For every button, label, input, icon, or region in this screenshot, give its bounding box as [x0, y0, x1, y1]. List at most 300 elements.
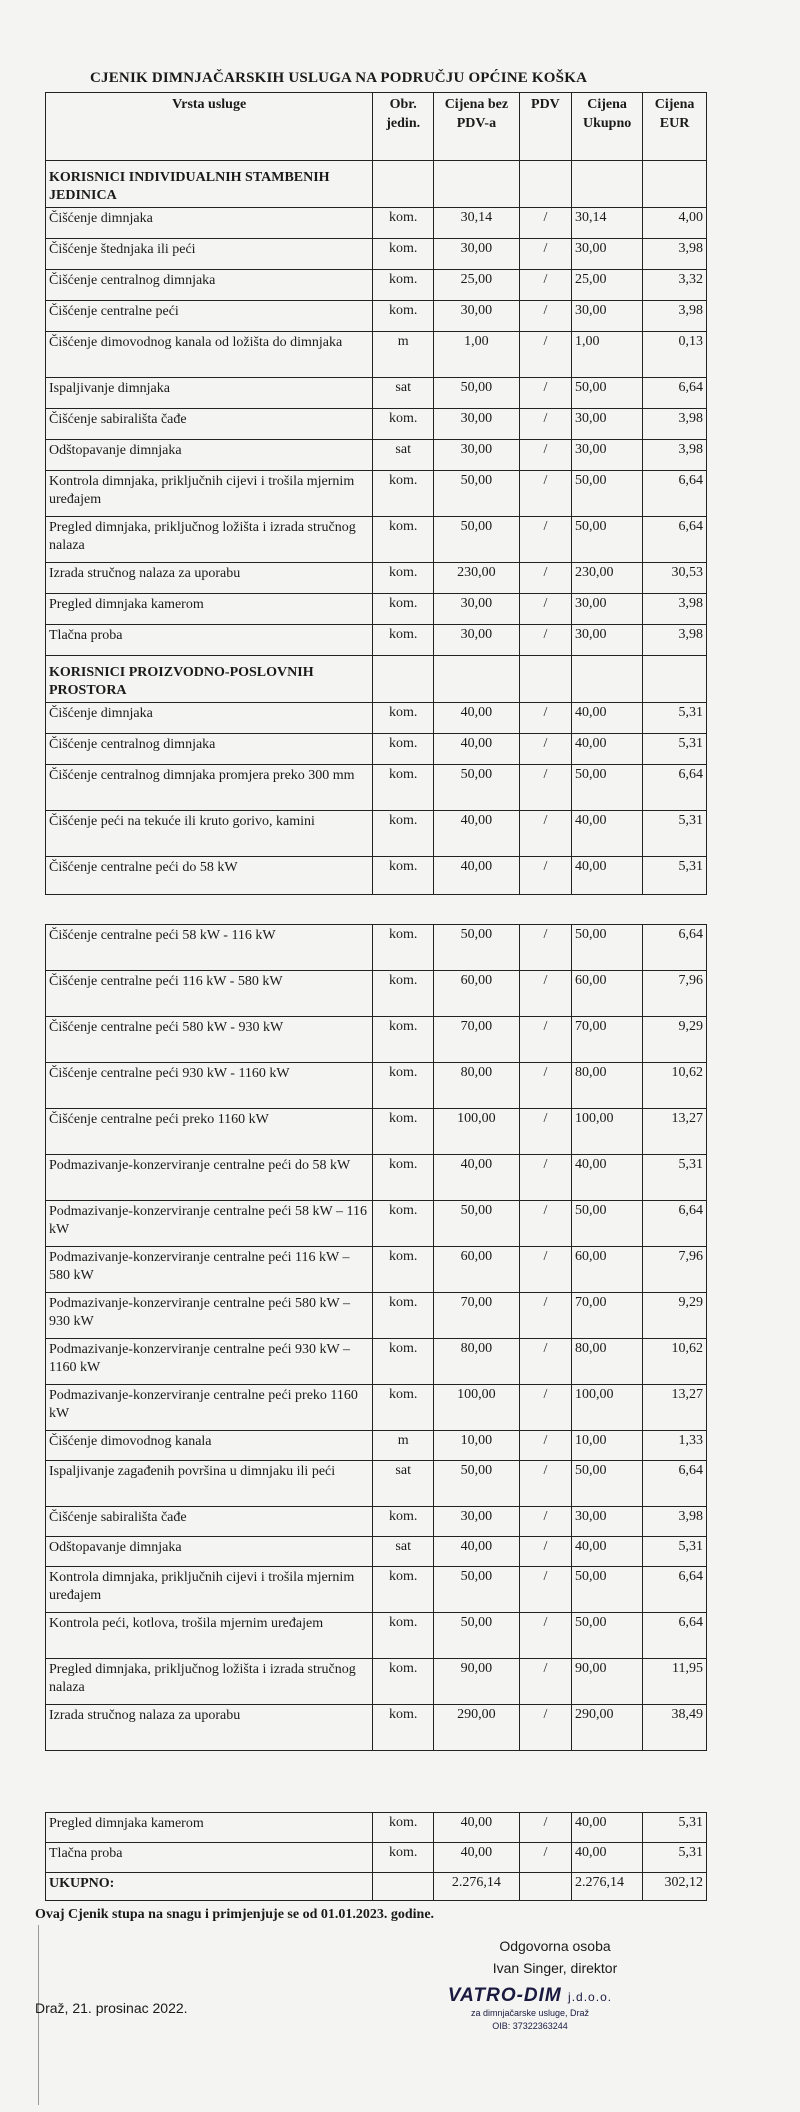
cell-price-total: 30,00	[572, 409, 643, 440]
table-row	[46, 625, 707, 656]
cell-price-eur: 13,27	[643, 1385, 707, 1431]
cell-price-eur: 4,00	[643, 208, 707, 239]
cell-price-no-vat: 1,00	[434, 332, 520, 378]
table-row	[46, 971, 707, 1017]
cell-price-total: 30,00	[572, 301, 643, 332]
cell-vat: /	[519, 1155, 571, 1201]
cell-price-total: 50,00	[572, 1461, 643, 1507]
cell-unit: kom.	[373, 703, 434, 734]
cell-price-eur: 10,62	[643, 1339, 707, 1385]
cell-unit: kom.	[373, 1293, 434, 1339]
cell-price-total: 290,00	[572, 1705, 643, 1751]
cell-price-eur: 3,98	[643, 440, 707, 471]
cell-price-eur: 11,95	[643, 1659, 707, 1705]
cell-price-eur: 3,98	[643, 625, 707, 656]
table-row	[46, 1705, 707, 1751]
cell-service: Podmazivanje-konzerviranje centralne peći preko 1160 kW	[46, 1385, 373, 1431]
cell-vat: /	[519, 332, 571, 378]
cell-vat: /	[519, 208, 571, 239]
signature-block	[420, 1935, 650, 1979]
table-row	[46, 1247, 707, 1293]
cell-price-eur: 5,31	[643, 1843, 707, 1873]
cell-service: Tlačna proba	[46, 1843, 373, 1873]
cell-unit: sat	[373, 1537, 434, 1567]
table-row	[46, 734, 707, 765]
cell-price-eur: 9,29	[643, 1017, 707, 1063]
cell-unit: kom.	[373, 1063, 434, 1109]
cell-service: Izrada stručnog nalaza za uporabu	[46, 563, 373, 594]
cell-service: Pregled dimnjaka, priključnog ložišta i izrada stručnog nalaza	[46, 517, 373, 563]
cell-unit: kom.	[373, 1155, 434, 1201]
cell-unit: kom.	[373, 1385, 434, 1431]
cell-service: Pregled dimnjaka kamerom	[46, 1813, 373, 1843]
cell-price-eur: 6,64	[643, 765, 707, 811]
cell-unit: kom.	[373, 1201, 434, 1247]
cell-price-total: 1,00	[572, 332, 643, 378]
cell-vat: /	[519, 971, 571, 1017]
table-row	[46, 1293, 707, 1339]
section-title-business: KORISNICI PROIZVODNO-POSLOVNIH PROSTORA	[46, 656, 373, 703]
cell-price-eur: 6,64	[643, 517, 707, 563]
cell-price-no-vat: 50,00	[434, 378, 520, 409]
cell-vat: /	[519, 1813, 571, 1843]
cell-service: Čišćenje centralne peći 116 kW - 580 kW	[46, 971, 373, 1017]
cell-unit: kom.	[373, 517, 434, 563]
table-row	[46, 925, 707, 971]
cell-price-no-vat: 40,00	[434, 734, 520, 765]
place-and-date: Draž, 21. prosinac 2022.	[35, 2000, 188, 2016]
cell-price-eur: 0,13	[643, 332, 707, 378]
cell-price-no-vat: 10,00	[434, 1431, 520, 1461]
cell-price-eur: 3,98	[643, 594, 707, 625]
cell-vat: /	[519, 1659, 571, 1705]
cell-price-no-vat: 30,00	[434, 239, 520, 270]
cell-service: Pregled dimnjaka kamerom	[46, 594, 373, 625]
cell-unit: kom.	[373, 301, 434, 332]
table-row	[46, 1567, 707, 1613]
cell-unit: kom.	[373, 1843, 434, 1873]
cell-price-eur: 6,64	[643, 1613, 707, 1659]
cell-price-no-vat: 50,00	[434, 1613, 520, 1659]
cell-price-no-vat: 70,00	[434, 1017, 520, 1063]
cell-price-total: 50,00	[572, 1567, 643, 1613]
cell-service: Čišćenje sabirališta čađe	[46, 409, 373, 440]
table-row	[46, 440, 707, 471]
header-unit: Obr. jedin.	[373, 93, 434, 161]
cell-price-eur: 13,27	[643, 1109, 707, 1155]
cell-service: Čišćenje dimovodnog kanala od ložišta do dimnjaka	[46, 332, 373, 378]
cell-price-eur: 3,98	[643, 301, 707, 332]
cell-vat: /	[519, 1613, 571, 1659]
header-service: Vrsta usluge	[46, 93, 373, 161]
company-stamp	[430, 1985, 630, 2033]
cell-price-total: 40,00	[572, 1813, 643, 1843]
empty-cell	[519, 1873, 571, 1901]
cell-price-eur: 9,29	[643, 1293, 707, 1339]
cell-vat: /	[519, 811, 571, 857]
cell-price-no-vat: 70,00	[434, 1293, 520, 1339]
cell-service: Čišćenje peći na tekuće ili kruto gorivo, kamini	[46, 811, 373, 857]
cell-price-eur: 6,64	[643, 471, 707, 517]
cell-service: Čišćenje centralnog dimnjaka	[46, 270, 373, 301]
cell-price-total: 25,00	[572, 270, 643, 301]
cell-vat: /	[519, 1063, 571, 1109]
table-row	[46, 1843, 707, 1873]
cell-price-no-vat: 30,00	[434, 440, 520, 471]
cell-price-total: 230,00	[572, 563, 643, 594]
cell-price-no-vat: 40,00	[434, 703, 520, 734]
table-row	[46, 1613, 707, 1659]
total-label: UKUPNO:	[46, 1873, 373, 1901]
cell-service: Tlačna proba	[46, 625, 373, 656]
cell-price-eur: 5,31	[643, 734, 707, 765]
cell-vat: /	[519, 857, 571, 895]
cell-unit: kom.	[373, 1507, 434, 1537]
cell-price-eur: 3,98	[643, 1507, 707, 1537]
cell-unit: kom.	[373, 239, 434, 270]
table-row	[46, 765, 707, 811]
cell-price-no-vat: 60,00	[434, 1247, 520, 1293]
cell-unit: kom.	[373, 734, 434, 765]
cell-vat: /	[519, 563, 571, 594]
cell-price-eur: 38,49	[643, 1705, 707, 1751]
cell-unit: sat	[373, 1461, 434, 1507]
cell-vat: /	[519, 1431, 571, 1461]
cell-vat: /	[519, 517, 571, 563]
cell-service: Čišćenje centralne peći	[46, 301, 373, 332]
cell-service: Čišćenje centralnog dimnjaka	[46, 734, 373, 765]
price-table-part-2	[45, 924, 707, 1751]
cell-unit: kom.	[373, 563, 434, 594]
cell-price-eur: 6,64	[643, 1567, 707, 1613]
table-row	[46, 471, 707, 517]
cell-price-no-vat: 40,00	[434, 811, 520, 857]
empty-cell	[373, 1873, 434, 1901]
cell-price-total: 40,00	[572, 1843, 643, 1873]
cell-price-total: 70,00	[572, 1017, 643, 1063]
table-row	[46, 563, 707, 594]
cell-unit: kom.	[373, 857, 434, 895]
stamp-company: VATRO-DIM	[447, 1985, 562, 2006]
table-row	[46, 1017, 707, 1063]
header-vat: PDV	[519, 93, 571, 161]
table-row	[46, 1339, 707, 1385]
table-row	[46, 1537, 707, 1567]
price-table-part-3	[45, 1812, 707, 1901]
cell-price-no-vat: 100,00	[434, 1385, 520, 1431]
cell-price-total: 30,00	[572, 594, 643, 625]
section-row-business	[46, 656, 707, 703]
cell-price-no-vat: 50,00	[434, 925, 520, 971]
cell-vat: /	[519, 1461, 571, 1507]
total-price-eur: 302,12	[643, 1873, 707, 1901]
table-row	[46, 239, 707, 270]
cell-price-total: 50,00	[572, 471, 643, 517]
cell-price-no-vat: 40,00	[434, 1843, 520, 1873]
table-row	[46, 517, 707, 563]
cell-price-total: 40,00	[572, 811, 643, 857]
cell-vat: /	[519, 625, 571, 656]
cell-service: Odštopavanje dimnjaka	[46, 440, 373, 471]
price-table-part-1	[45, 92, 707, 895]
cell-service: Čišćenje centralnog dimnjaka promjera preko 300 mm	[46, 765, 373, 811]
header-price-total: Cijena Ukupno	[572, 93, 643, 161]
cell-vat: /	[519, 594, 571, 625]
table-row	[46, 1431, 707, 1461]
empty-cell	[434, 656, 520, 703]
cell-price-eur: 30,53	[643, 563, 707, 594]
total-row	[46, 1873, 707, 1901]
cell-vat: /	[519, 378, 571, 409]
cell-unit: kom.	[373, 594, 434, 625]
cell-vat: /	[519, 471, 571, 517]
cell-price-total: 30,14	[572, 208, 643, 239]
cell-vat: /	[519, 703, 571, 734]
cell-unit: m	[373, 332, 434, 378]
table-row	[46, 1385, 707, 1431]
cell-vat: /	[519, 1567, 571, 1613]
empty-cell	[373, 656, 434, 703]
cell-price-total: 10,00	[572, 1431, 643, 1461]
cell-unit: m	[373, 1431, 434, 1461]
table-row	[46, 811, 707, 857]
table-row	[46, 270, 707, 301]
cell-service: Podmazivanje-konzerviranje centralne peći 116 kW – 580 kW	[46, 1247, 373, 1293]
cell-service: Kontrola dimnjaka, priključnih cijevi i trošila mjernim uređajem	[46, 1567, 373, 1613]
cell-vat: /	[519, 270, 571, 301]
cell-unit: kom.	[373, 208, 434, 239]
cell-price-total: 90,00	[572, 1659, 643, 1705]
cell-price-no-vat: 50,00	[434, 1201, 520, 1247]
cell-unit: kom.	[373, 1705, 434, 1751]
cell-price-no-vat: 50,00	[434, 517, 520, 563]
cell-vat: /	[519, 1843, 571, 1873]
cell-price-total: 30,00	[572, 625, 643, 656]
cell-unit: kom.	[373, 1567, 434, 1613]
table-row	[46, 301, 707, 332]
cell-vat: /	[519, 765, 571, 811]
cell-service: Čišćenje centralne peći 58 kW - 116 kW	[46, 925, 373, 971]
section-title-individual: KORISNICI INDIVIDUALNIH STAMBENIH JEDINICA	[46, 161, 373, 208]
cell-price-no-vat: 40,00	[434, 1813, 520, 1843]
table-row	[46, 1813, 707, 1843]
cell-price-eur: 6,64	[643, 1461, 707, 1507]
validity-note: Ovaj Cjenik stupa na snagu i primjenjuje se od 01.01.2023. godine.	[35, 1907, 435, 1922]
cell-price-total: 50,00	[572, 1613, 643, 1659]
table-row	[46, 857, 707, 895]
cell-price-total: 40,00	[572, 703, 643, 734]
cell-unit: kom.	[373, 811, 434, 857]
table-row	[46, 1461, 707, 1507]
stamp-company-suffix: j.d.o.o.	[568, 1990, 613, 2004]
cell-service: Čišćenje centralne peći do 58 kW	[46, 857, 373, 895]
table-row	[46, 208, 707, 239]
cell-price-eur: 5,31	[643, 811, 707, 857]
cell-service: Čišćenje centralne peći 580 kW - 930 kW	[46, 1017, 373, 1063]
cell-price-no-vat: 30,14	[434, 208, 520, 239]
cell-vat: /	[519, 1385, 571, 1431]
cell-price-no-vat: 50,00	[434, 1567, 520, 1613]
cell-service: Podmazivanje-konzerviranje centralne peći do 58 kW	[46, 1155, 373, 1201]
cell-price-eur: 5,31	[643, 1155, 707, 1201]
table-row	[46, 1109, 707, 1155]
cell-vat: /	[519, 1339, 571, 1385]
cell-service: Čišćenje štednjaka ili peći	[46, 239, 373, 270]
cell-unit: sat	[373, 378, 434, 409]
cell-price-total: 50,00	[572, 925, 643, 971]
cell-service: Čišćenje dimovodnog kanala	[46, 1431, 373, 1461]
cell-unit: kom.	[373, 270, 434, 301]
cell-price-total: 50,00	[572, 1201, 643, 1247]
cell-vat: /	[519, 1017, 571, 1063]
cell-price-eur: 7,96	[643, 971, 707, 1017]
cell-price-total: 80,00	[572, 1063, 643, 1109]
cell-price-eur: 3,32	[643, 270, 707, 301]
cell-unit: kom.	[373, 1659, 434, 1705]
stamp-oib: OIB: 37322363244	[492, 2021, 568, 2031]
cell-service: Ispaljivanje zagađenih površina u dimnjaku ili peći	[46, 1461, 373, 1507]
cell-price-total: 40,00	[572, 734, 643, 765]
cell-vat: /	[519, 1109, 571, 1155]
cell-service: Pregled dimnjaka, priključnog ložišta i izrada stručnog nalaza	[46, 1659, 373, 1705]
cell-price-total: 50,00	[572, 765, 643, 811]
cell-price-eur: 3,98	[643, 239, 707, 270]
header-price-eur: Cijena EUR	[643, 93, 707, 161]
cell-vat: /	[519, 734, 571, 765]
table-row	[46, 1507, 707, 1537]
table-row	[46, 332, 707, 378]
cell-unit: kom.	[373, 409, 434, 440]
cell-vat: /	[519, 440, 571, 471]
cell-price-no-vat: 80,00	[434, 1063, 520, 1109]
cell-price-no-vat: 290,00	[434, 1705, 520, 1751]
cell-price-total: 100,00	[572, 1109, 643, 1155]
cell-price-eur: 3,98	[643, 409, 707, 440]
cell-service: Kontrola peći, kotlova, trošila mjernim uređajem	[46, 1613, 373, 1659]
cell-price-eur: 1,33	[643, 1431, 707, 1461]
cell-price-no-vat: 60,00	[434, 971, 520, 1017]
cell-price-no-vat: 230,00	[434, 563, 520, 594]
cell-vat: /	[519, 1537, 571, 1567]
cell-price-total: 60,00	[572, 971, 643, 1017]
cell-price-no-vat: 50,00	[434, 1461, 520, 1507]
cell-vat: /	[519, 1247, 571, 1293]
empty-cell	[643, 656, 707, 703]
cell-vat: /	[519, 925, 571, 971]
cell-price-total: 60,00	[572, 1247, 643, 1293]
cell-unit: kom.	[373, 1109, 434, 1155]
cell-unit: kom.	[373, 1017, 434, 1063]
cell-unit: kom.	[373, 1813, 434, 1843]
cell-price-total: 30,00	[572, 1507, 643, 1537]
cell-service: Kontrola dimnjaka, priključnih cijevi i trošila mjernim uređajem	[46, 471, 373, 517]
cell-service: Podmazivanje-konzerviranje centralne peći 580 kW – 930 kW	[46, 1293, 373, 1339]
cell-price-total: 40,00	[572, 1537, 643, 1567]
cell-price-no-vat: 40,00	[434, 1537, 520, 1567]
cell-price-total: 40,00	[572, 1155, 643, 1201]
cell-price-total: 70,00	[572, 1293, 643, 1339]
section-row-individual	[46, 161, 707, 208]
stamp-company-name	[430, 1985, 630, 2007]
cell-service: Izrada stručnog nalaza za uporabu	[46, 1705, 373, 1751]
table-row	[46, 409, 707, 440]
cell-unit: kom.	[373, 1247, 434, 1293]
table-header-row	[46, 93, 707, 161]
cell-price-total: 50,00	[572, 378, 643, 409]
cell-price-eur: 5,31	[643, 857, 707, 895]
cell-price-total: 40,00	[572, 857, 643, 895]
table-row	[46, 703, 707, 734]
table-row	[46, 1063, 707, 1109]
cell-unit: kom.	[373, 925, 434, 971]
header-price-no-vat: Cijena bez PDV-a	[434, 93, 520, 161]
page-title: CJENIK DIMNJAČARSKIH USLUGA NA PODRUČJU OPĆINE KOŠKA	[90, 70, 588, 86]
cell-price-eur: 6,64	[643, 925, 707, 971]
cell-price-no-vat: 30,00	[434, 409, 520, 440]
cell-vat: /	[519, 239, 571, 270]
signature-name: Ivan Singer, direktor	[492, 1960, 618, 1976]
cell-unit: kom.	[373, 625, 434, 656]
cell-price-total: 30,00	[572, 440, 643, 471]
table-row	[46, 378, 707, 409]
table-row	[46, 1155, 707, 1201]
cell-price-total: 50,00	[572, 517, 643, 563]
cell-unit: sat	[373, 440, 434, 471]
stamp-company-desc: za dimnjačarske usluge, Draž	[470, 2008, 590, 2018]
cell-unit: kom.	[373, 971, 434, 1017]
cell-vat: /	[519, 301, 571, 332]
cell-price-total: 100,00	[572, 1385, 643, 1431]
cell-price-eur: 10,62	[643, 1063, 707, 1109]
cell-price-no-vat: 50,00	[434, 765, 520, 811]
cell-price-total: 80,00	[572, 1339, 643, 1385]
cell-vat: /	[519, 1705, 571, 1751]
cell-service: Čišćenje centralne peći 930 kW - 1160 kW	[46, 1063, 373, 1109]
cell-price-eur: 5,31	[643, 703, 707, 734]
cell-price-no-vat: 90,00	[434, 1659, 520, 1705]
cell-service: Čišćenje sabirališta čađe	[46, 1507, 373, 1537]
cell-price-no-vat: 30,00	[434, 1507, 520, 1537]
cell-price-no-vat: 80,00	[434, 1339, 520, 1385]
total-price-total: 2.276,14	[572, 1873, 643, 1901]
cell-vat: /	[519, 409, 571, 440]
table-row	[46, 1201, 707, 1247]
empty-cell	[572, 656, 643, 703]
table-row	[46, 594, 707, 625]
total-price-no-vat: 2.276,14	[434, 1873, 520, 1901]
cell-unit: kom.	[373, 1339, 434, 1385]
cell-service: Čišćenje centralne peći preko 1160 kW	[46, 1109, 373, 1155]
cell-price-total: 30,00	[572, 239, 643, 270]
cell-price-no-vat: 30,00	[434, 301, 520, 332]
cell-price-eur: 5,31	[643, 1537, 707, 1567]
cell-price-no-vat: 25,00	[434, 270, 520, 301]
cell-price-eur: 6,64	[643, 1201, 707, 1247]
table-row	[46, 1659, 707, 1705]
cell-vat: /	[519, 1293, 571, 1339]
cell-price-no-vat: 30,00	[434, 625, 520, 656]
cell-unit: kom.	[373, 471, 434, 517]
cell-price-no-vat: 40,00	[434, 857, 520, 895]
cell-price-eur: 5,31	[643, 1813, 707, 1843]
cell-vat: /	[519, 1201, 571, 1247]
cell-price-no-vat: 30,00	[434, 594, 520, 625]
cell-price-no-vat: 40,00	[434, 1155, 520, 1201]
cell-price-eur: 7,96	[643, 1247, 707, 1293]
cell-price-no-vat: 50,00	[434, 471, 520, 517]
cell-service: Odštopavanje dimnjaka	[46, 1537, 373, 1567]
cell-service: Podmazivanje-konzerviranje centralne peći 930 kW – 1160 kW	[46, 1339, 373, 1385]
